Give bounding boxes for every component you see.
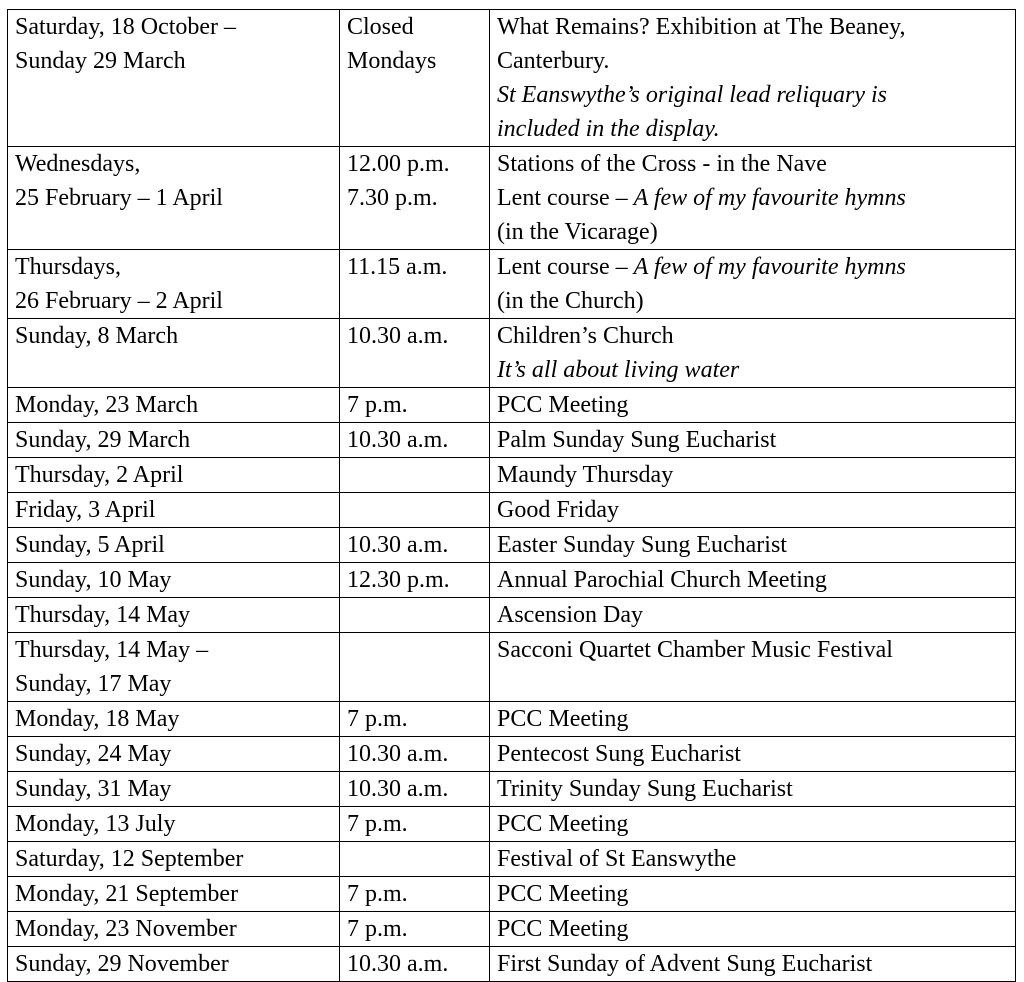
date-line: Sunday, 29 March bbox=[15, 427, 191, 453]
event-line bbox=[497, 423, 1009, 457]
time-line: 10.30 a.m. bbox=[347, 427, 449, 453]
date-line: Thursday, 14 May bbox=[15, 602, 191, 628]
event-line bbox=[497, 215, 1009, 249]
time-cell bbox=[340, 842, 490, 877]
event-text: Trinity Sunday Sung Eucharist bbox=[497, 776, 793, 802]
event-cell bbox=[490, 912, 1016, 947]
event-line bbox=[497, 598, 1009, 632]
table-row bbox=[8, 493, 1016, 528]
event-line bbox=[497, 877, 1009, 911]
date-cell bbox=[8, 458, 340, 493]
event-cell bbox=[490, 147, 1016, 250]
date-line: Monday, 23 November bbox=[15, 916, 237, 942]
event-line bbox=[497, 458, 1009, 492]
date-cell bbox=[8, 807, 340, 842]
event-line bbox=[497, 563, 1009, 597]
date-line: 25 February – 1 April bbox=[15, 185, 223, 211]
time-line: 10.30 a.m. bbox=[347, 741, 449, 767]
date-line: Saturday, 18 October – bbox=[15, 14, 237, 40]
time-line: 11.15 a.m. bbox=[347, 254, 448, 280]
event-line bbox=[497, 912, 1009, 946]
event-cell bbox=[490, 877, 1016, 912]
event-line bbox=[497, 284, 1009, 318]
table-row bbox=[8, 319, 1016, 388]
event-cell bbox=[490, 737, 1016, 772]
date-cell bbox=[8, 493, 340, 528]
date-cell bbox=[8, 388, 340, 423]
event-line bbox=[497, 181, 1009, 215]
table-row bbox=[8, 388, 1016, 423]
date-line: Sunday, 8 March bbox=[15, 323, 179, 349]
event-text: Maundy Thursday bbox=[497, 462, 674, 488]
time-cell bbox=[340, 319, 490, 388]
time-line: 7 p.m. bbox=[347, 881, 408, 907]
event-cell bbox=[490, 807, 1016, 842]
time-cell bbox=[340, 388, 490, 423]
table-row bbox=[8, 10, 1016, 147]
table-row bbox=[8, 702, 1016, 737]
date-line: Monday, 21 September bbox=[15, 881, 239, 907]
table-row bbox=[8, 528, 1016, 563]
event-line bbox=[497, 353, 1009, 387]
event-italic-text: A few of my favourite hymns bbox=[633, 185, 906, 211]
event-cell bbox=[490, 493, 1016, 528]
time-cell bbox=[340, 877, 490, 912]
time-cell bbox=[340, 423, 490, 458]
event-cell bbox=[490, 842, 1016, 877]
event-cell bbox=[490, 702, 1016, 737]
date-line: Sunday 29 March bbox=[15, 48, 186, 74]
event-line bbox=[497, 493, 1009, 527]
table-row bbox=[8, 633, 1016, 702]
date-line: Friday, 3 April bbox=[15, 497, 156, 523]
date-line: Sunday, 17 May bbox=[15, 671, 172, 697]
time-line: 10.30 a.m. bbox=[347, 323, 449, 349]
event-line bbox=[497, 633, 1009, 667]
date-cell bbox=[8, 912, 340, 947]
event-text: It’s all about living water bbox=[497, 357, 740, 383]
event-cell bbox=[490, 528, 1016, 563]
date-cell bbox=[8, 250, 340, 319]
event-line bbox=[497, 388, 1009, 422]
event-line bbox=[497, 250, 1009, 284]
time-line: Mondays bbox=[347, 48, 437, 74]
date-cell bbox=[8, 633, 340, 702]
event-line bbox=[497, 147, 1009, 181]
event-text: PCC Meeting bbox=[497, 916, 629, 942]
date-line: Sunday, 10 May bbox=[15, 567, 172, 593]
time-cell bbox=[340, 947, 490, 982]
time-line: 7 p.m. bbox=[347, 706, 408, 732]
event-line bbox=[497, 44, 1009, 78]
time-cell bbox=[340, 912, 490, 947]
event-cell bbox=[490, 388, 1016, 423]
date-cell bbox=[8, 598, 340, 633]
event-line bbox=[497, 112, 1009, 146]
date-cell bbox=[8, 702, 340, 737]
event-cell bbox=[490, 633, 1016, 702]
events-table-body bbox=[8, 10, 1016, 982]
table-row bbox=[8, 458, 1016, 493]
date-line: Monday, 13 July bbox=[15, 811, 176, 837]
event-text: First Sunday of Advent Sung Eucharist bbox=[497, 951, 873, 977]
event-cell bbox=[490, 423, 1016, 458]
time-line: 12.30 p.m. bbox=[347, 567, 450, 593]
table-row bbox=[8, 423, 1016, 458]
event-text: PCC Meeting bbox=[497, 881, 629, 907]
table-row bbox=[8, 772, 1016, 807]
date-cell bbox=[8, 737, 340, 772]
table-row bbox=[8, 947, 1016, 982]
time-line: 10.30 a.m. bbox=[347, 532, 449, 558]
table-row bbox=[8, 250, 1016, 319]
event-text: Canterbury. bbox=[497, 48, 610, 74]
table-row bbox=[8, 147, 1016, 250]
date-cell bbox=[8, 772, 340, 807]
time-cell bbox=[340, 737, 490, 772]
time-cell bbox=[340, 633, 490, 702]
event-cell bbox=[490, 563, 1016, 598]
event-text: Stations of the Cross - in the Nave bbox=[497, 151, 827, 177]
time-cell bbox=[340, 493, 490, 528]
table-row bbox=[8, 598, 1016, 633]
date-line: Sunday, 24 May bbox=[15, 741, 172, 767]
time-line: 7.30 p.m. bbox=[347, 185, 438, 211]
date-cell bbox=[8, 947, 340, 982]
event-text: PCC Meeting bbox=[497, 392, 629, 418]
time-cell bbox=[340, 598, 490, 633]
table-row bbox=[8, 877, 1016, 912]
time-line: 10.30 a.m. bbox=[347, 951, 449, 977]
event-text: included in the display. bbox=[497, 116, 720, 142]
time-line: 12.00 p.m. bbox=[347, 151, 450, 177]
date-line: Sunday, 31 May bbox=[15, 776, 172, 802]
time-line: Closed bbox=[347, 14, 414, 40]
event-italic-text: A few of my favourite hymns bbox=[633, 254, 906, 280]
time-line: 10.30 a.m. bbox=[347, 776, 449, 802]
event-line bbox=[497, 319, 1009, 353]
event-text: Palm Sunday Sung Eucharist bbox=[497, 427, 777, 453]
date-cell bbox=[8, 319, 340, 388]
event-text: Sacconi Quartet Chamber Music Festival bbox=[497, 637, 893, 663]
event-cell bbox=[490, 458, 1016, 493]
date-line: Thursdays, bbox=[15, 254, 121, 280]
date-cell bbox=[8, 528, 340, 563]
event-cell bbox=[490, 772, 1016, 807]
date-line: Sunday, 5 April bbox=[15, 532, 165, 558]
event-line bbox=[497, 772, 1009, 806]
event-text: (in the Vicarage) bbox=[497, 219, 658, 245]
date-line: Monday, 23 March bbox=[15, 392, 199, 418]
event-text: Good Friday bbox=[497, 497, 619, 523]
time-cell bbox=[340, 528, 490, 563]
event-line bbox=[497, 528, 1009, 562]
time-cell bbox=[340, 250, 490, 319]
time-line: 7 p.m. bbox=[347, 916, 408, 942]
event-cell bbox=[490, 250, 1016, 319]
date-cell bbox=[8, 423, 340, 458]
time-cell bbox=[340, 10, 490, 147]
date-line: Wednesdays, bbox=[15, 151, 141, 177]
event-text: Easter Sunday Sung Eucharist bbox=[497, 532, 787, 558]
date-line: 26 February – 2 April bbox=[15, 288, 223, 314]
time-cell bbox=[340, 702, 490, 737]
events-table bbox=[7, 9, 1016, 982]
event-line bbox=[497, 842, 1009, 876]
event-text: What Remains? Exhibition at The Beaney, bbox=[497, 14, 906, 40]
event-cell bbox=[490, 598, 1016, 633]
event-text: PCC Meeting bbox=[497, 811, 629, 837]
event-text: Ascension Day bbox=[497, 602, 643, 628]
event-text: (in the Church) bbox=[497, 288, 644, 314]
date-line: Thursday, 2 April bbox=[15, 462, 184, 488]
table-row bbox=[8, 912, 1016, 947]
time-cell bbox=[340, 563, 490, 598]
event-line bbox=[497, 947, 1009, 981]
event-text: Pentecost Sung Eucharist bbox=[497, 741, 741, 767]
event-text: Annual Parochial Church Meeting bbox=[497, 567, 827, 593]
date-cell bbox=[8, 563, 340, 598]
date-line: Saturday, 12 September bbox=[15, 846, 244, 872]
time-line: 7 p.m. bbox=[347, 392, 408, 418]
event-line bbox=[497, 807, 1009, 841]
event-cell bbox=[490, 947, 1016, 982]
event-line bbox=[497, 10, 1009, 44]
date-cell bbox=[8, 877, 340, 912]
event-cell bbox=[490, 10, 1016, 147]
event-text: Lent course – bbox=[497, 185, 634, 211]
table-row bbox=[8, 563, 1016, 598]
time-cell bbox=[340, 147, 490, 250]
time-cell bbox=[340, 458, 490, 493]
time-cell bbox=[340, 807, 490, 842]
event-line bbox=[497, 737, 1009, 771]
date-cell bbox=[8, 842, 340, 877]
table-row bbox=[8, 737, 1016, 772]
date-line: Thursday, 14 May – bbox=[15, 637, 209, 663]
event-text: Festival of St Eanswythe bbox=[497, 846, 737, 872]
event-text: PCC Meeting bbox=[497, 706, 629, 732]
date-line: Sunday, 29 November bbox=[15, 951, 229, 977]
event-line bbox=[497, 78, 1009, 112]
time-cell bbox=[340, 772, 490, 807]
event-text: Children’s Church bbox=[497, 323, 674, 349]
event-line bbox=[497, 702, 1009, 736]
table-row bbox=[8, 807, 1016, 842]
time-line: 7 p.m. bbox=[347, 811, 408, 837]
date-cell bbox=[8, 10, 340, 147]
event-text: Lent course – bbox=[497, 254, 634, 280]
event-cell bbox=[490, 319, 1016, 388]
table-row bbox=[8, 842, 1016, 877]
event-text: St Eanswythe’s original lead reliquary is bbox=[497, 82, 887, 108]
date-line: Monday, 18 May bbox=[15, 706, 180, 732]
date-cell bbox=[8, 147, 340, 250]
